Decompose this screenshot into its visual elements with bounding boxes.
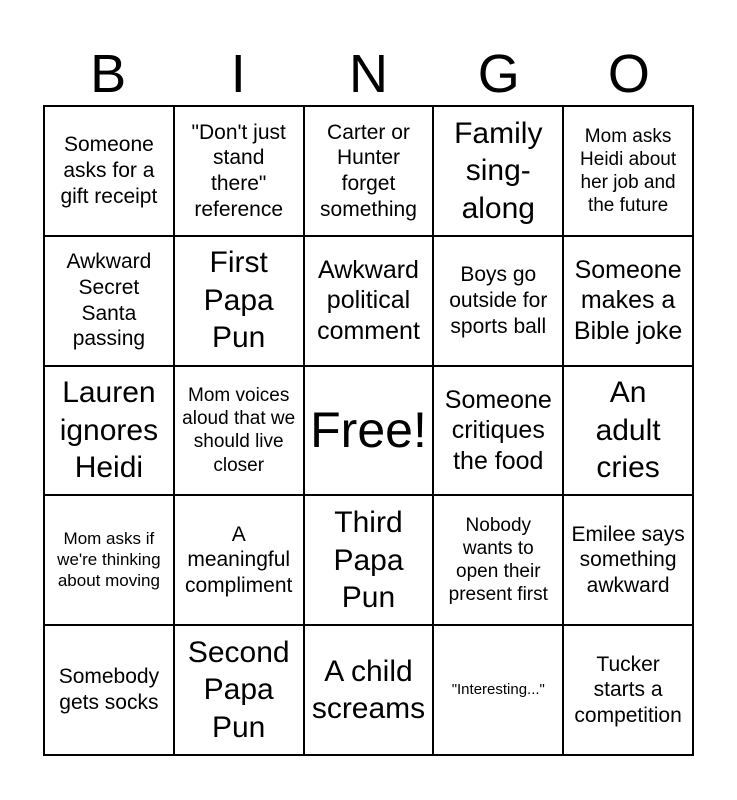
header-letter-b: B xyxy=(90,44,127,104)
cell-text: Someone asks for a gift receipt xyxy=(60,133,158,208)
bingo-cell-r5c4[interactable] xyxy=(433,625,563,755)
bingo-cell-r4c1[interactable] xyxy=(44,495,174,625)
bingo-cell-r2c3[interactable] xyxy=(304,236,434,366)
cell-text: Mom asks Heidi about her job and the future xyxy=(580,125,677,217)
cell-text: Emilee says something awkward xyxy=(571,522,685,598)
bingo-cell-r5c2[interactable] xyxy=(174,625,304,755)
bingo-cell-r5c1[interactable] xyxy=(44,625,174,755)
cell-text: Family sing-along xyxy=(454,116,543,225)
cell-text: A meaningful compliment xyxy=(185,522,293,598)
header-letter-o: O xyxy=(607,44,650,104)
bingo-cell-r1c4[interactable] xyxy=(433,106,563,236)
bingo-cell-r4c5[interactable] xyxy=(563,495,693,625)
header-letter-i: I xyxy=(230,44,246,104)
bingo-cell-r1c2[interactable] xyxy=(174,106,304,236)
cell-text: Second Papa Pun xyxy=(187,635,290,744)
bingo-board xyxy=(43,105,694,756)
free-space: Free! xyxy=(310,401,427,458)
cell-text: Boys go outside for sports ball xyxy=(449,263,548,338)
cell-text: Awkward Secret Santa passing xyxy=(66,250,152,351)
bingo-cell-r2c1[interactable] xyxy=(44,236,174,366)
bingo-cell-r3c1[interactable] xyxy=(44,366,174,496)
bingo-cell-r4c3[interactable] xyxy=(304,495,434,625)
bingo-cell-r3c2[interactable] xyxy=(174,366,304,496)
bingo-cell-r1c1[interactable] xyxy=(44,106,174,236)
cell-text: Third Papa Pun xyxy=(333,506,404,615)
bingo-cell-r2c2[interactable] xyxy=(174,236,304,366)
cell-text: Nobody wants to open their present first xyxy=(448,514,548,606)
cell-text: Awkward political comment xyxy=(317,255,420,345)
cell-text: "Interesting..." xyxy=(451,680,545,698)
bingo-cell-r3c4[interactable] xyxy=(433,366,563,496)
bingo-cell-r1c3[interactable] xyxy=(304,106,434,236)
bingo-cell-r2c4[interactable] xyxy=(433,236,563,366)
bingo-cell-r4c2[interactable] xyxy=(174,495,304,625)
cell-text: Mom voices aloud that we should live closer xyxy=(182,385,296,476)
cell-text: Someone makes a Bible joke xyxy=(573,255,683,345)
cell-text: A child screams xyxy=(311,654,426,726)
bingo-cell-r5c3[interactable] xyxy=(304,625,434,755)
cell-text: Tucker starts a competition xyxy=(574,652,682,727)
header-letter-g: G xyxy=(477,44,520,104)
header-letter-n: N xyxy=(348,44,388,104)
cell-text: Somebody gets socks xyxy=(58,665,160,715)
bingo-cell-r1c5[interactable] xyxy=(563,106,693,236)
cell-text: An adult cries xyxy=(595,376,661,485)
cell-text: Carter or Hunter forget something xyxy=(320,120,417,221)
cell-text: Mom asks if we're thinking about moving xyxy=(57,529,161,590)
cell-text: First Papa Pun xyxy=(203,246,274,355)
cell-text: "Don't just stand there" reference xyxy=(191,120,286,221)
bingo-cell-r3c3[interactable] xyxy=(304,366,434,496)
bingo-cell-r4c4[interactable] xyxy=(433,495,563,625)
bingo-cell-r3c5[interactable] xyxy=(563,366,693,496)
bingo-cell-r5c5[interactable] xyxy=(563,625,693,755)
bingo-cell-r2c5[interactable] xyxy=(563,236,693,366)
cell-text: Someone critiques the food xyxy=(444,385,552,475)
cell-text: Lauren ignores Heidi xyxy=(59,376,159,485)
bingo-header xyxy=(43,44,694,104)
